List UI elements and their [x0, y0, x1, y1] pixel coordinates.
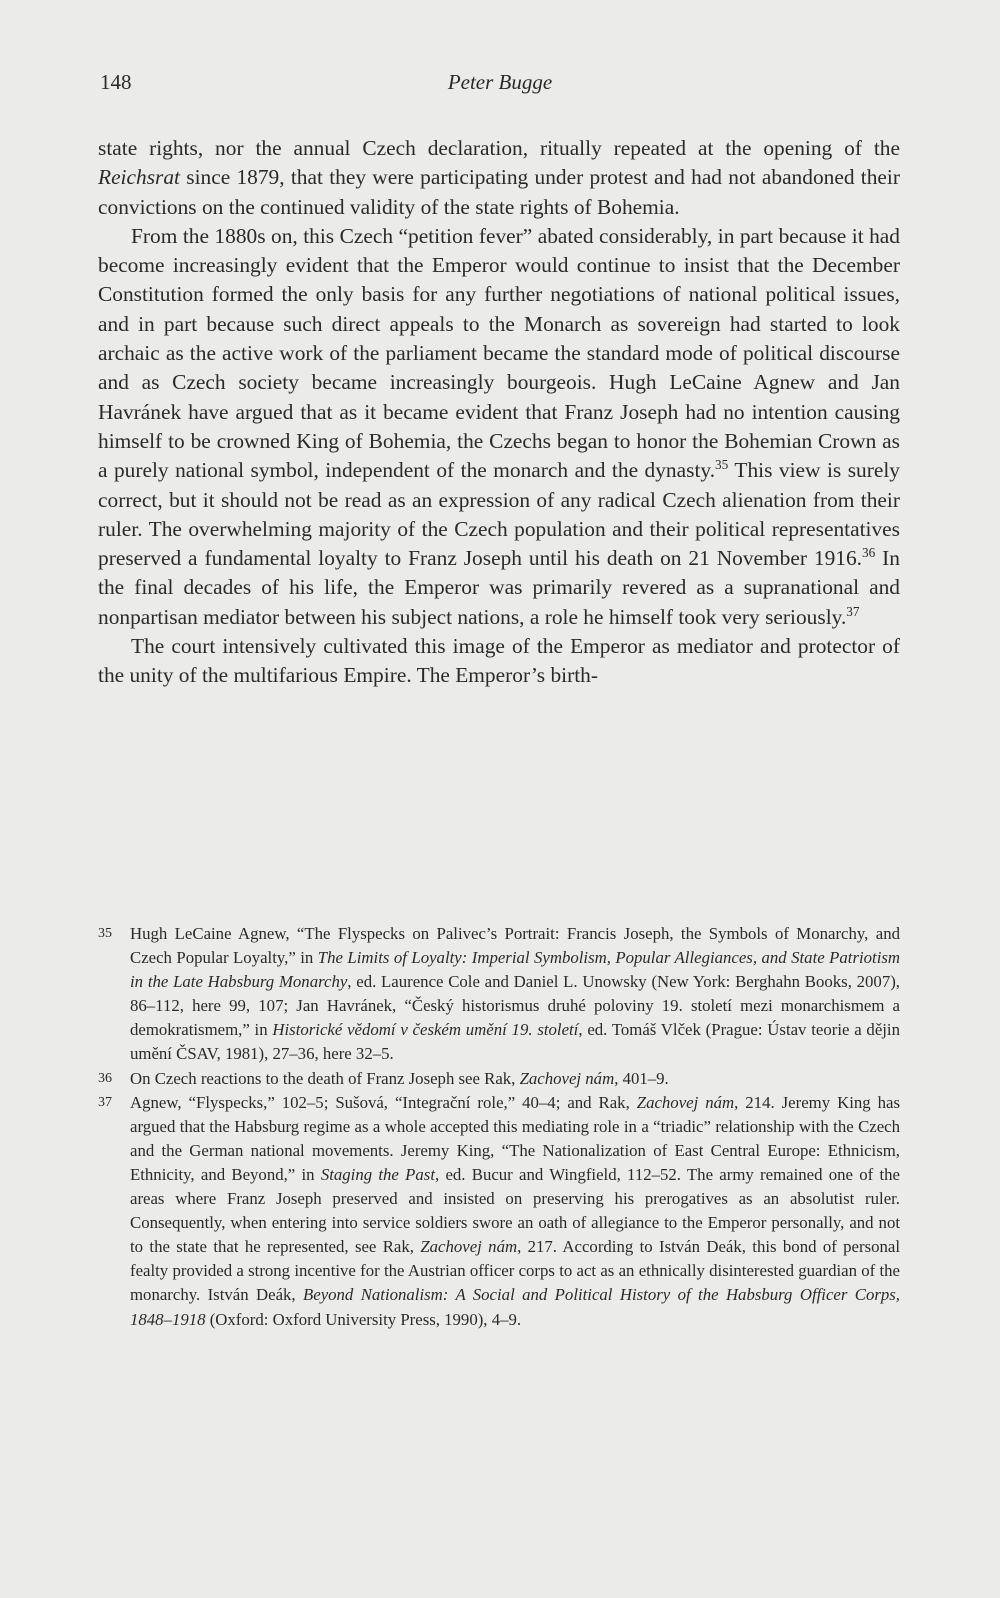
footnote-number: 36 — [98, 1070, 112, 1086]
footnote-36: 36 On Czech reactions to the death of Franz Joseph see Rak, Zachovej nám, 401–9. — [98, 1067, 900, 1091]
footnote-37: 37 Agnew, “Flyspecks,” 102–5; Sušová, “Integrační role,” 40–4; and Rak, Zachovej nám, 214. Jeremy King has argued that the Habsburg regime as a whole accepted this mediating role in a “triadic” relationship with the Czech and the German national movements. Jeremy King, “The Nationalization of East Central Europe: Ethnicism, Ethnicity, and Beyond,” in Staging the Past, ed. Bucur and Wingfield, 112–52. The army remained one of the areas where Franz Joseph preserved and insisted on preserving his prerogatives as an absolutist ruler. Consequently, when entering into service soldiers swore an oath of allegiance to the Emperor personally, and not to the state that he represented, see Rak, Zachovej nám, 217. According to István Deák, this bond of personal fealty provided a strong incentive for the Austrian officer corps to act as an ethnically disinterested guardian of the monarchy. István Deák, Beyond Nationalism: A Social and Political History of the Habsburg Officer Corps, 1848–1918 (Oxford: Oxford University Press, 1990), 4–9. — [98, 1092, 901, 1329]
footnotes — [98, 922, 900, 1332]
body-text — [98, 134, 900, 691]
running-head: Peter Bugge — [447, 70, 553, 94]
paragraph-2: From the 1880s on, this Czech “petition fever” abated considerably, in part because it had become increasingly evident that the Emperor would continue to insist that the December Constitution formed the only basis for any further negotiations of national political issues, and in part because such direct appeals to the Monarch as sovereign had started to look archaic as the active work of the parliament became the standard mode of political discourse and as Czech society became increasingly bourgeois. Hugh LeCaine Agnew and Jan Havránek have argued that as it became evident that Franz Joseph had no intention causing himself to be crowned King of Bohemia, the Czechs began to honor the Bohemian Crown as a purely national symbol, independent of the monarch and the dynasty.$^{35}$ This view is surely correct, but it should not be read as an expression of any radical Czech alienation from their ruler. The overwhelming majority of the Czech population and their political representatives preserved a fundamental loyalty to Franz Joseph until his death on 21 November 1916.36 In the final decades of his life, the Emperor was primarily revered as a supranational and nonpartisan mediator between his subject nations, a role he himself took very seriously.$^{37}$ — [98, 223, 900, 629]
page-header — [100, 70, 900, 110]
footnote-35: 35 Hugh LeCaine Agnew, “The Flyspecks on Palivec’s Portrait: Francis Joseph, the Symbols of Monarchy, and Czech Popular Loyalty,” in The Limits of Loyalty: Imperial Symbolism, Popular Allegiances, and State Patriotism in the Late Habsburg Monarchy, ed. Laurence Cole and Daniel L. Unowsky (New York: Berghahn Books, 2007), 86–112, here 99, 107; Jan Havránek, “Český historismus druhé poloviny 19. století mezi monarchismem a demokratismem,” in Historické vědomí v českém umění 19. století, ed. Tomáš Vlček (Prague: Ústav teorie a dějin umění ČSAV, 1981), 27–36, here 32–5. — [98, 924, 901, 1064]
footnote-ref-37: 37 — [846, 603, 860, 619]
footnote-ref-35: 35 — [715, 457, 729, 473]
footnote-number: 35 — [98, 926, 112, 941]
footnote-number: 37 — [98, 1094, 112, 1110]
footnote-ref-36: 36 — [862, 545, 876, 561]
page-number: 148 — [100, 70, 132, 94]
paragraph-3: The court intensively cultivated this image of the Emperor as mediator and protector of the unity of the multifarious Empire. The Emperor’s birth- — [98, 634, 900, 688]
paragraph-1: state rights, nor the annual Czech declaration, ritually repeated at the opening of the Reichsrat since 1879, that they were participating under protest and had not abandoned their convictions on the continued validity of the state rights of Bohemia. — [98, 136, 900, 219]
